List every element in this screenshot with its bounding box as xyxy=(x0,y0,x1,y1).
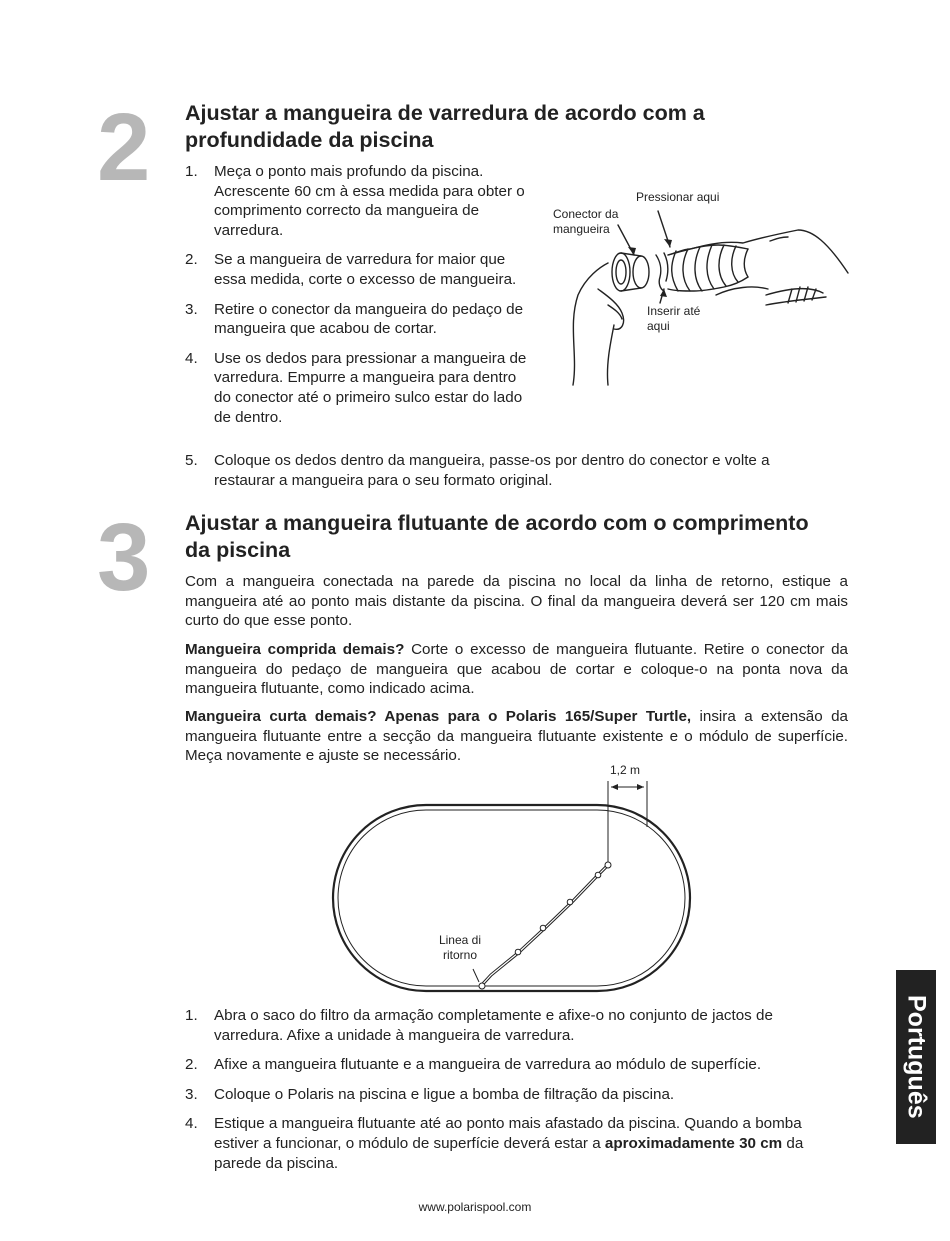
section-3-number: 3 xyxy=(97,504,149,611)
figure-label-connector-line-2: mangueira xyxy=(553,222,610,236)
section-3-intro: Com a mangueira conectada na parede da piscina no local da linha de retorno, estique a mangueira até ao ponto mais distante da piscina. O final da mangueira deverá ser 120 cm mais curto do que esse ponto. xyxy=(185,573,848,630)
return-line-label-line-2: ritorno xyxy=(442,948,477,962)
step-number: 1. xyxy=(185,163,198,180)
language-tab-label: Português xyxy=(902,995,931,1119)
figure-label-connector xyxy=(553,207,618,237)
step-number: 4. xyxy=(185,349,198,367)
step-text: Abra o saco do filtro da armação completamente e afixe-o no conjunto de jactos de varredura. Afixe a unidade à mangueira de varredura. xyxy=(214,1007,773,1044)
step-text-bold: aproximadamente 30 cm xyxy=(604,1134,783,1152)
section-2-title-line-2: profundidade da piscina xyxy=(185,128,434,152)
section-3-title xyxy=(185,510,809,564)
section-3-title-line-2: da piscina xyxy=(185,538,291,562)
step-number: 4. xyxy=(185,1115,198,1133)
figure-label-connector-line-1: Conector da xyxy=(553,207,619,221)
footer-url: www.polarispool.com xyxy=(418,1200,532,1214)
return-line-label xyxy=(430,933,490,963)
list-item xyxy=(185,1085,840,1105)
list-item xyxy=(185,1006,840,1045)
hose-too-long-heading: Mangueira comprida demais? xyxy=(185,641,405,658)
list-item xyxy=(185,1114,840,1173)
hose-too-short-heading: Mangueira curta demais? Apenas para o Polaris 165/Super Turtle, xyxy=(185,708,692,725)
hose-too-long-text: Corte o excesso de mangueira flutuante. Retire o conector da mangueira do pedaço de mangueira que acabou de cortar e coloque-o na ponta nova da mangueira flutuante, como indicado acima. xyxy=(185,641,848,698)
section-2-steps-list-cont xyxy=(185,451,825,500)
section-3-hose-too-short xyxy=(185,707,848,766)
section-3-steps-list xyxy=(185,1006,840,1183)
return-line-label-line-1: Linea di xyxy=(438,933,482,947)
step-text: Coloque o Polaris na piscina e ligue a bomba de filtração da piscina. xyxy=(214,1085,675,1103)
step-text: Use os dedos para pressionar a mangueira de varredura. Empurre a mangueira para dentro do conector até o primeiro sulco estar do lado de dentro. xyxy=(214,349,527,426)
figure-label-insert-line-2: aqui xyxy=(647,319,670,333)
list-item xyxy=(185,300,530,339)
step-text: Coloque os dedos dentro da mangueira, passe-os por dentro do conector e volte a restaurar a mangueira para o seu formato original. xyxy=(214,452,770,489)
step-text: Meça o ponto mais profundo da piscina. Acrescente 60 cm à essa medida para obter o comprimento correcto da mangueira de varredura. xyxy=(214,163,525,239)
list-item xyxy=(185,349,530,427)
list-item xyxy=(185,1055,840,1075)
figure-label-insert xyxy=(647,304,700,334)
language-tab xyxy=(896,970,936,1144)
list-item xyxy=(185,162,530,240)
list-item xyxy=(185,250,530,289)
step-text: Afixe a mangueira flutuante e a mangueira de varredura ao módulo de superfície. xyxy=(214,1056,762,1074)
step-text: Retire o conector da mangueira do pedaço de mangueira que acabou de cortar. xyxy=(214,300,524,338)
step-text-end: da parede da piscina. xyxy=(214,1134,804,1172)
pool-distance-label: 1,2 m xyxy=(610,763,641,777)
figure-label-press-here: Pressionar aqui xyxy=(636,190,720,204)
step-number: 3. xyxy=(185,1085,198,1103)
figure-label-insert-line-1: Inserir até xyxy=(647,304,701,318)
section-2-steps-list xyxy=(185,162,530,437)
step-text: Estique a mangueira flutuante até ao ponto mais afastado da piscina. Quando a bomba estiver a funcionar, o módulo de superfície deverá estar a xyxy=(214,1115,802,1152)
step-number: 2. xyxy=(185,251,198,269)
hose-too-short-text: insira a extensão da mangueira flutuante entre a secção da mangueira flutuante existente e o módulo de superfície. Meça novamente e ajuste se necessário. xyxy=(185,708,848,765)
step-text: Se a mangueira de varredura for maior que essa medida, corte o excesso de mangueira. xyxy=(214,251,517,288)
section-2-number: 2 xyxy=(97,94,149,201)
section-3-hose-too-long xyxy=(185,640,848,699)
section-3-title-line-1: Ajustar a mangueira flutuante de acordo com o comprimento xyxy=(185,511,809,535)
step-number: 2. xyxy=(185,1056,198,1074)
step-number: 3. xyxy=(185,300,198,318)
list-item xyxy=(185,451,825,490)
step-number: 5. xyxy=(185,452,198,469)
step-number: 1. xyxy=(185,1007,198,1024)
pool-diagram xyxy=(328,775,698,997)
section-2-title xyxy=(185,100,705,154)
section-2-title-line-1: Ajustar a mangueira de varredura de acordo com a xyxy=(185,101,705,125)
